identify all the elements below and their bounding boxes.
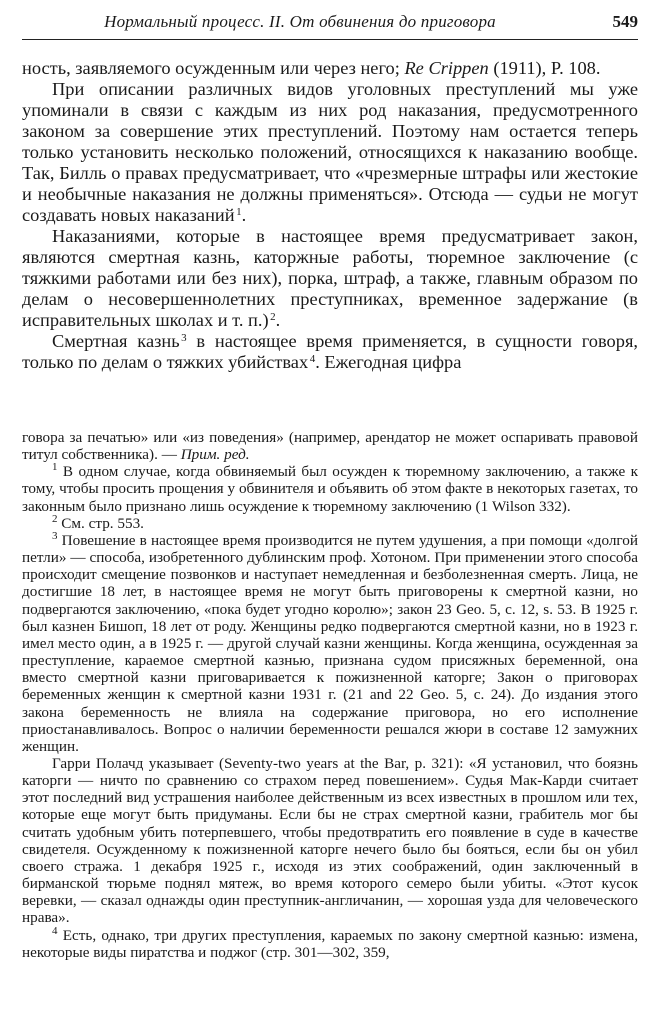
footnote-4	[22, 924, 638, 961]
footnote-2-text: См. стр. 553.	[57, 514, 144, 532]
paragraph-4-c: . Ежегодная цифра	[315, 352, 462, 372]
page-number: 549	[612, 12, 638, 31]
paragraph-1-tail: (1911), P. 108.	[488, 58, 601, 78]
footnote-3	[22, 529, 638, 755]
paragraph-3: Наказаниями, которые в настоящее время предусматривает закон, являются смертная казнь, каторжные работы, тюремное заключение (с тяжкими работами или без них), порка, штраф, а также, главным образом по делам о несовершеннолетних преступниках, временное задержание (в исправительных школах и т. п.) $^2$.	[22, 226, 638, 330]
editor-note: Прим. ред.	[180, 446, 250, 464]
footnote-carryover	[22, 429, 638, 463]
footnote-3-continued: Гарри Полачд указывает (Seventy-two years at the Bar, p. 321): «Я установил, что боязнь каторги — ничто по сравнению со страхом перед повешением». Судья Мак-Карди считает этот последний вид устрашения наиболее действенным из всех известных в прошлом или тех, которые еще могут быть придуманы. Если бы не страх смертной казни, грабитель мог бы считать удобным убить потерпевшего, чтобы предотвратить его появление в суде в качестве свидетеля. Осужденному к пожизненной каторге нечего было бы бояться, если бы он убил своего стража. 1 декабря 1925 г., исходя из этих соображений, один заключенный в бирманской тюрьме поднял мятеж, во время которого семеро были убиты. «Этот кусок веревки, — сказал однажды один преступник-англичанин, — хорошая узда для человеческого нрава».	[22, 754, 638, 927]
paragraph-2: При описании различных видов уголовных преступлений мы уже упоминали в связи с каждым из них род наказания, предусмотренного законом за совершение этих преступлений. Поэтому нам остается теперь только установить несколько положений, относящихся к наказанию вообще. Так, Билль о правах предусматривает, что «чрезмерные штрафы или жестокие и необычные наказания не должны применяться». Отсюда — судьи не могут создавать новых наказаний $^1$.	[22, 79, 638, 225]
footnote-ref-1: 1	[236, 206, 242, 218]
paragraph-1	[22, 58, 638, 79]
header-rule	[22, 39, 638, 40]
footnote-2-mark: 2	[52, 512, 58, 525]
footnote-1-text: В одном случае, когда обвиняемый был осужден к тюремному заключению, а также к тому, чтобы просить прощения у обвинителя и объявить об этом факте в некоторых газетах, то законным было признано лишь осуждение к тюремному заключению (1 Wilson 332).	[22, 463, 638, 515]
running-title: Нормальный процесс. II. От обвинения до приговора	[104, 12, 496, 31]
paragraph-4	[22, 331, 638, 373]
paragraph-1-text: ность, заявляемого осужденным или через него;	[22, 58, 405, 78]
footnotes	[22, 429, 638, 961]
paragraph-4-a: Смертная казнь	[52, 331, 180, 351]
footnote-ref-4: 4	[309, 353, 316, 365]
paragraph-3-text: Наказаниями, которые в настоящее время предусматривает закон, являются смертная казнь, каторжные работы, тюремное заключение (с тяжкими работами или без них), порка, штраф, а также, главным образом по делам о несовершеннолетних преступниках, временное задержание (в исправительных школах и т. п.)	[22, 226, 638, 330]
footnote-1	[22, 463, 638, 514]
footnote-3-mark: 3	[52, 529, 58, 542]
main-text	[22, 58, 638, 373]
footnote-2	[22, 512, 638, 532]
running-head	[22, 10, 638, 36]
footnote-4-text: Есть, однако, три других преступления, караемых по закону смертной казнью: измена, некоторые виды пиратства и поджог (стр. 301—302, 359,	[22, 926, 638, 961]
paragraph-2-text: При описании различных видов уголовных преступлений мы уже упоминали в связи с каждым из них род наказания, предусмотренного законом за совершение этих преступлений. Поэтому нам остается теперь только установить несколько положений, относящихся к наказанию вообще. Так, Билль о правах предусматривает, что «чрезмерные штрафы или жестокие и необычные наказания не должны применяться». Отсюда — судьи не могут создавать новых наказаний	[22, 79, 638, 225]
paragraph-4-b: в настоящее время применяется, в сущности говоря, только по делам о тяжких убийствах	[22, 331, 638, 372]
footnote-3-text: Повешение в настоящее время производится не путем удушения, а при помощи «долгой петли» — способа, изобретенного дублинским проф. Хотоном. При применении этого способа происходит смещение позвонков и наступает немедленная и безболезненная смерть. Лица, не достигшие 18 лет, в настоящее время не могут быть приговорены к смертной казни, но подвергаются заключению, «пока будет угодно королю»; закон 23 Geo. 5, c. 12, s. 53. В 1925 г. был казнен Бишоп, 18 лет от роду. Женщины редко подвергаются смертной казни, но в 1923 г. имел место один, а в 1925 г. — другой случай казни женщины. Когда женщина, осужденная за преступление, караемое смертной казнью, признана судом присяжных беременной, она вместо смертной казни приговаривается к пожизненной каторге; Закон о приговорах беременных женщин к смертной казни 1931 г. (21 and 22 Geo. 5, c. 24). До издания этого закона беременность не влияла на содержание приговора, но его исполнение приостанавливалось. Вопрос о наличии беременности решался жюри в составе 12 замужних женщин.	[22, 531, 638, 755]
footnote-ref-3: 3	[181, 332, 187, 344]
footnote-1-mark: 1	[52, 461, 58, 474]
footnote-4-mark: 4	[52, 924, 58, 937]
footnote-ref-2: 2	[270, 311, 276, 323]
footnote-carryover-text: говора за печатью» или «из поведения» (например, арендатор не может оспаривать правовой титул собственника). —	[22, 429, 638, 464]
case-reference: Re Crippen	[404, 58, 489, 78]
